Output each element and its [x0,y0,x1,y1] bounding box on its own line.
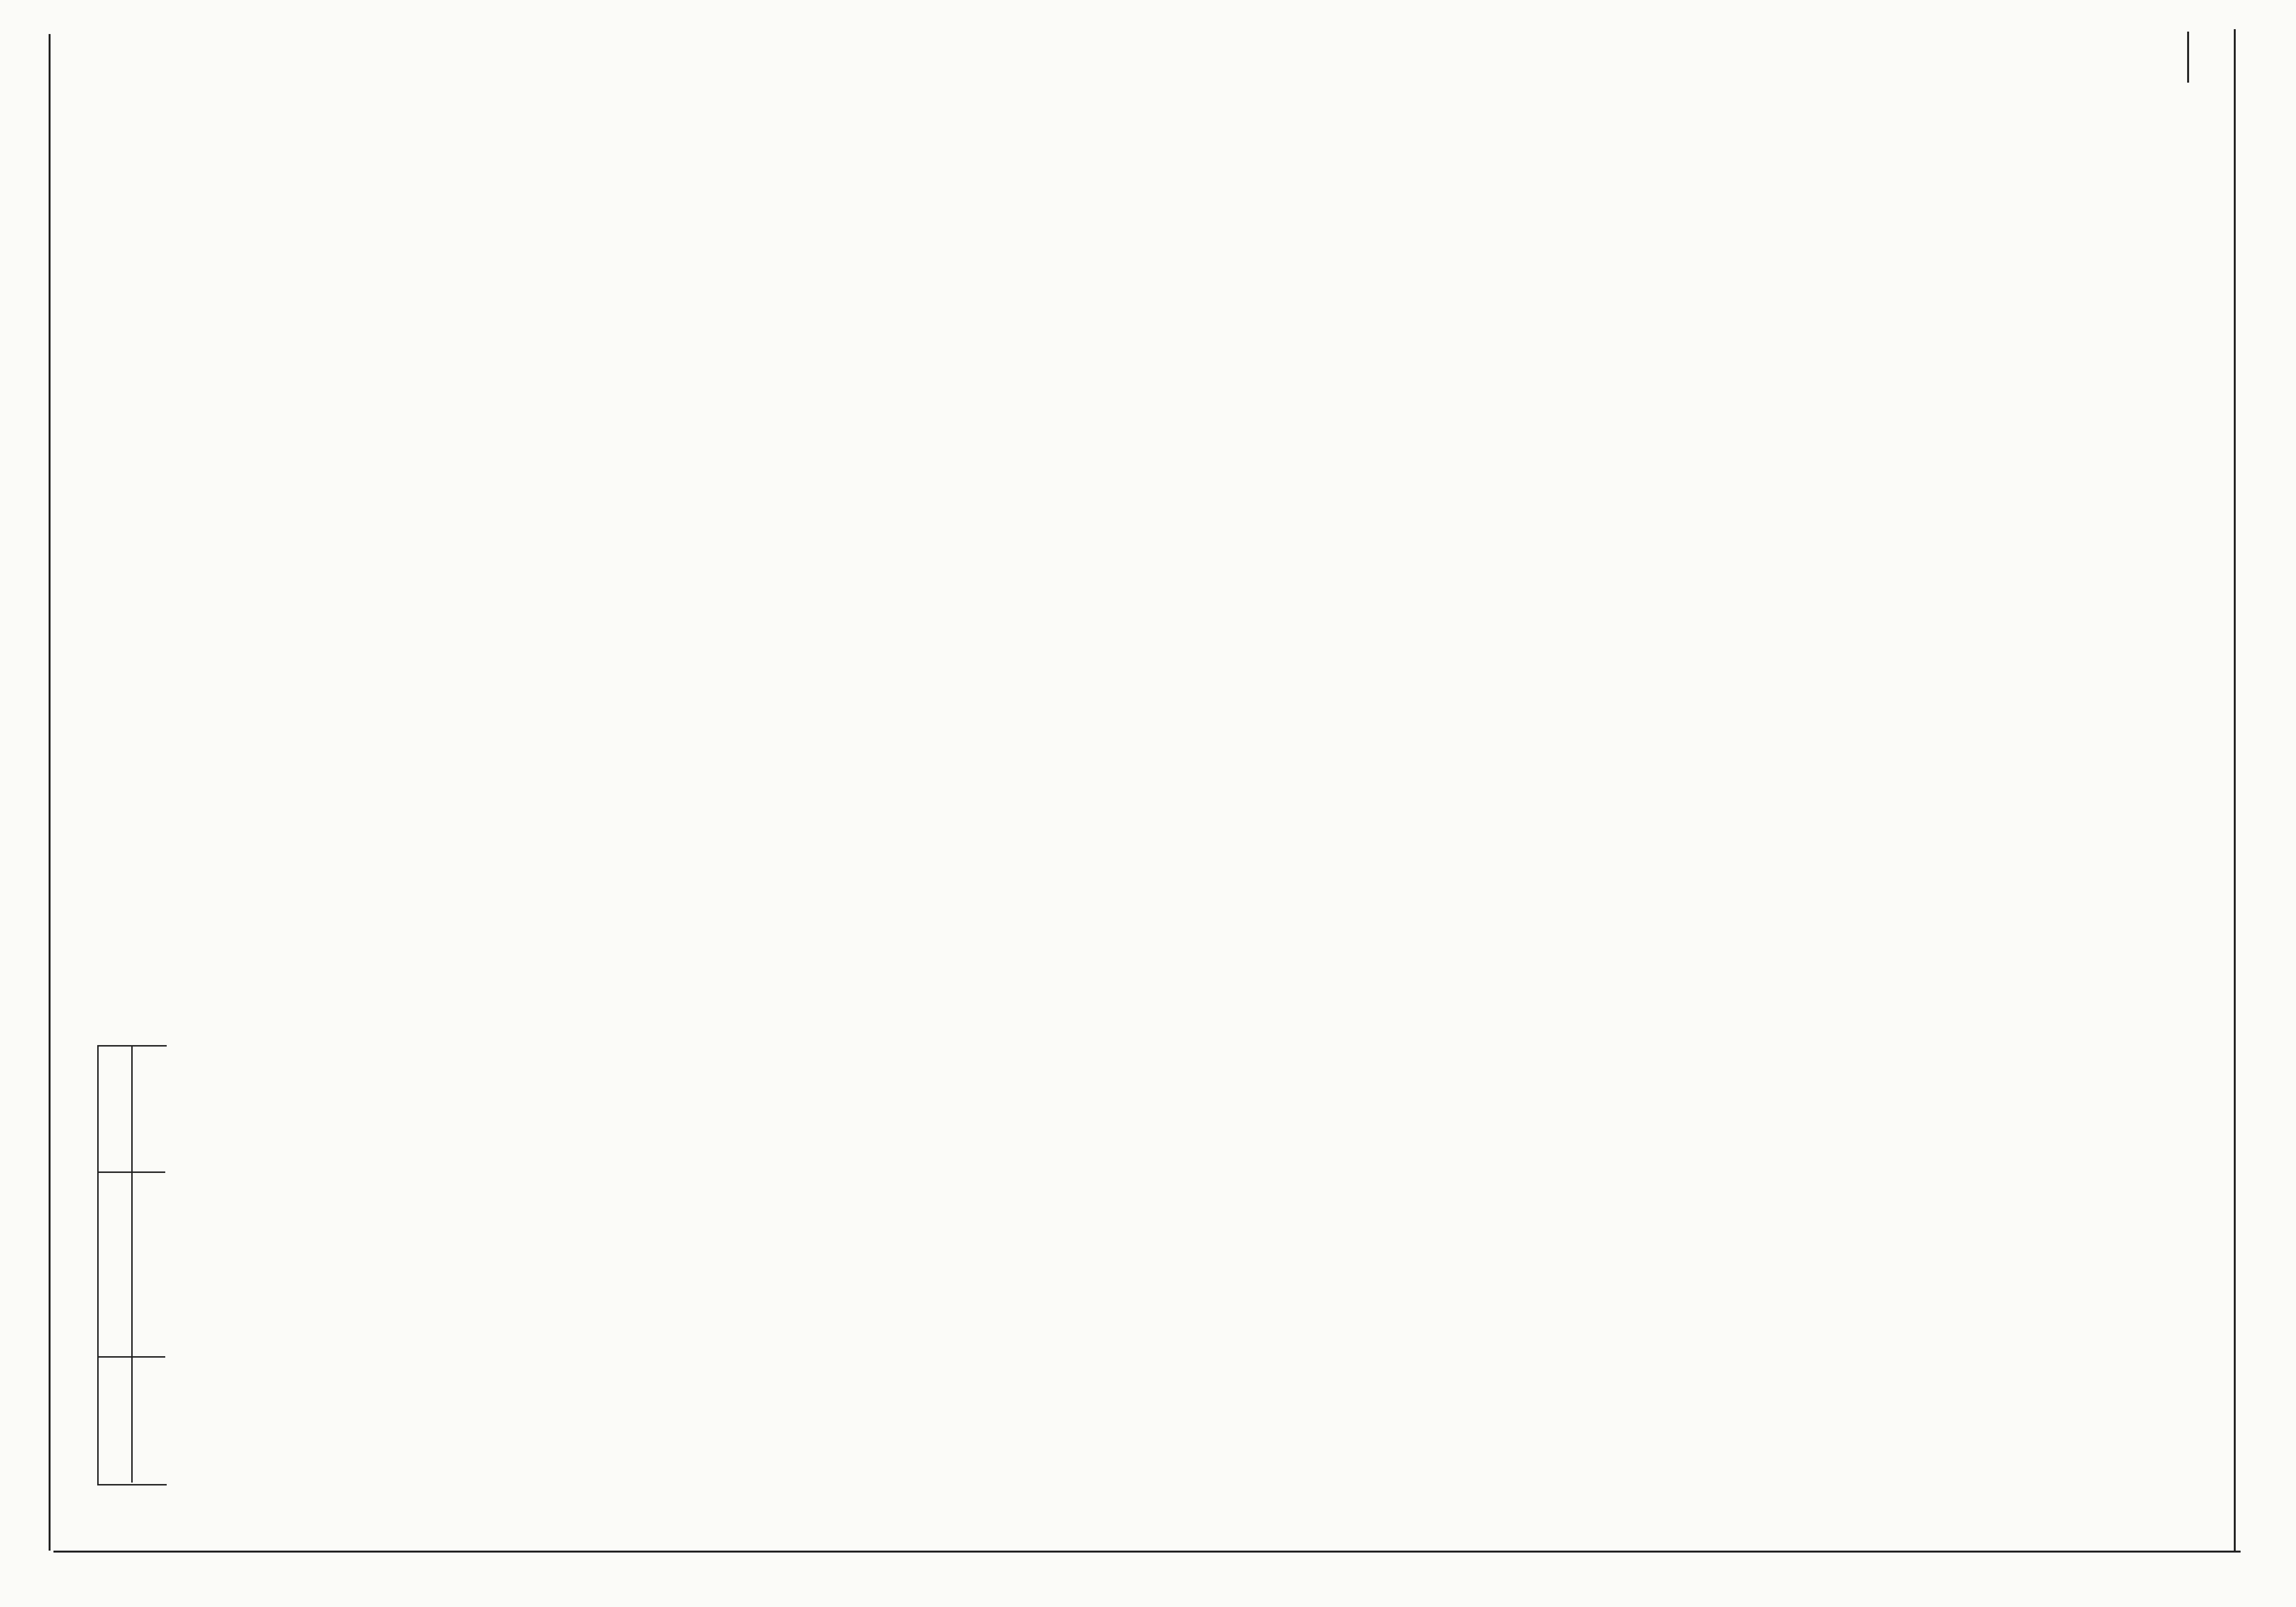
frame-right-line [2234,29,2236,1551]
frame-left-line [49,34,51,1551]
frame-bottom-line [53,1551,2241,1553]
page-number-box [2187,32,2233,83]
